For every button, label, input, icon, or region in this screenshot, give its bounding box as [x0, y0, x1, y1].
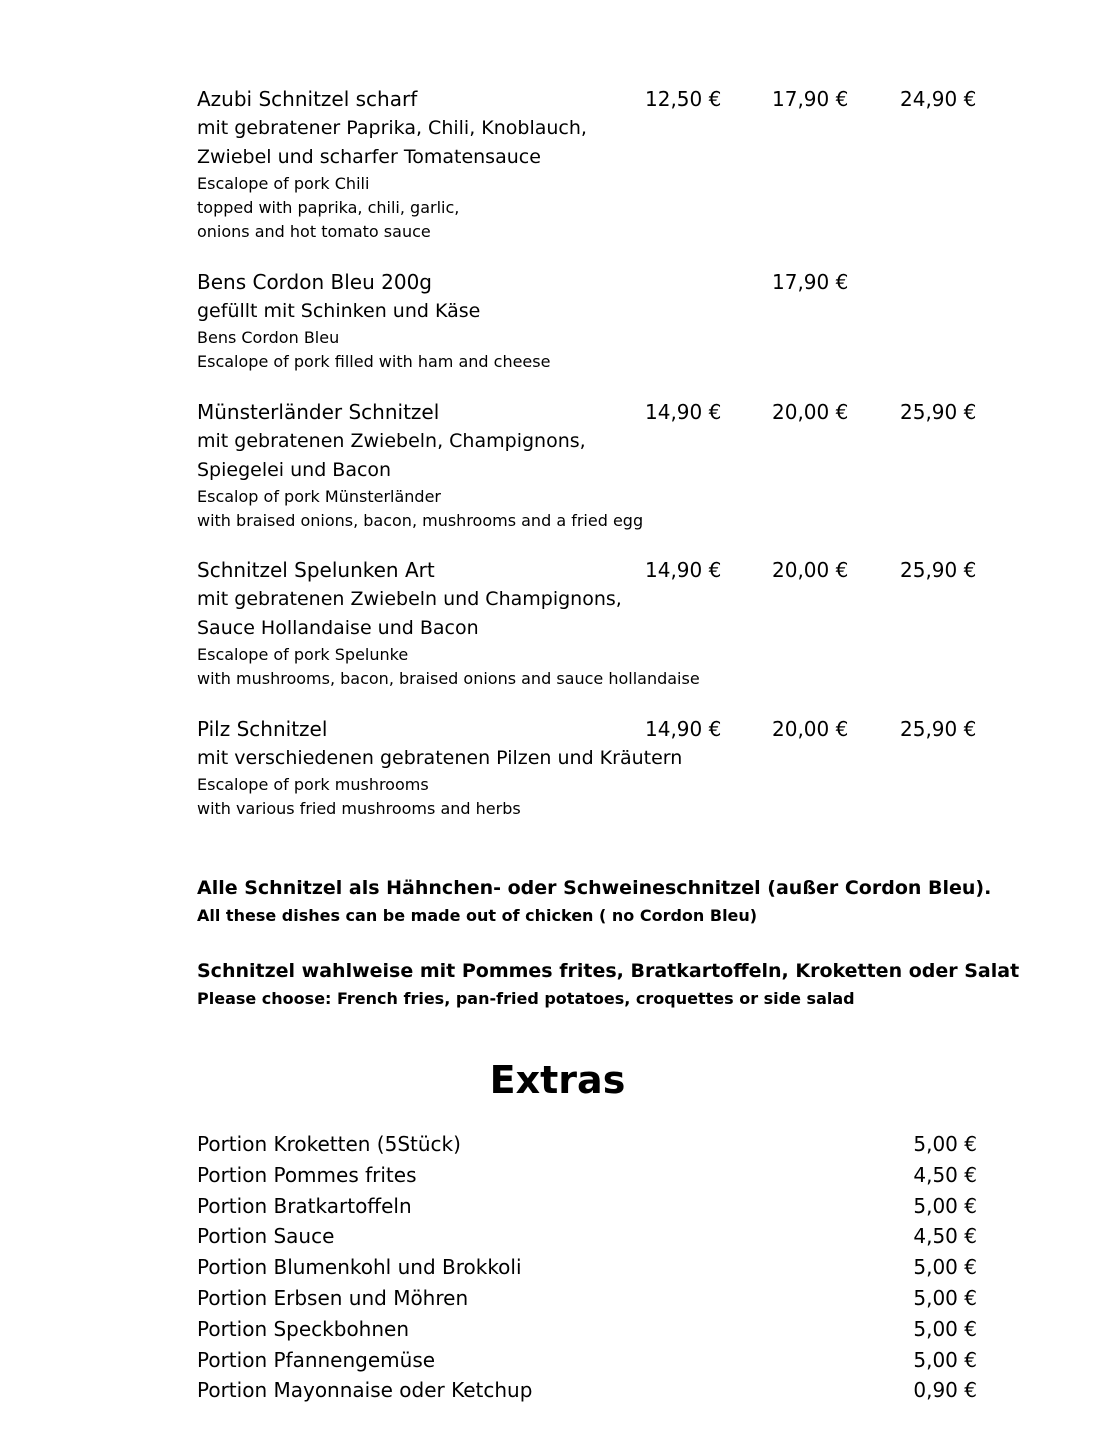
- price-large: 24,90 €: [900, 87, 977, 111]
- menu-item: [197, 715, 997, 821]
- description-english: Escalope of pork Chili: [197, 174, 370, 193]
- price-large: 25,90 €: [900, 717, 977, 741]
- extra-name: Portion Sauce: [197, 1224, 335, 1249]
- extra-item: [197, 1375, 977, 1406]
- extra-item: [197, 1283, 977, 1314]
- extras-heading: Extras: [489, 1058, 626, 1102]
- description-german: mit gebratener Paprika, Chili, Knoblauch,: [197, 117, 587, 139]
- dish-name: Schnitzel Spelunken Art: [197, 558, 435, 582]
- price-medium: 20,00 €: [772, 558, 849, 582]
- extra-price: 5,00 €: [913, 1285, 977, 1310]
- extra-price: 4,50 €: [913, 1162, 977, 1187]
- extras-list: [197, 1129, 977, 1406]
- extra-name: Portion Erbsen und Möhren: [197, 1285, 469, 1310]
- extra-price: 5,00 €: [913, 1193, 977, 1218]
- menu-item: [197, 85, 997, 244]
- description-english: Escalope of pork Spelunke: [197, 645, 409, 664]
- description-english: topped with paprika, chili, garlic,: [197, 198, 460, 217]
- note-german: Alle Schnitzel als Hähnchen- oder Schweineschnitzel (außer Cordon Bleu).: [197, 877, 992, 899]
- extra-price: 5,00 €: [913, 1316, 977, 1341]
- extra-item: [197, 1191, 977, 1222]
- menu-item: [197, 556, 997, 691]
- description-german: Zwiebel und scharfer Tomatensauce: [197, 146, 541, 168]
- extra-item: [197, 1314, 977, 1345]
- description-english: with mushrooms, bacon, braised onions and sauce hollandaise: [197, 669, 700, 688]
- description-german: gefüllt mit Schinken und Käse: [197, 300, 481, 322]
- dish-name: Bens Cordon Bleu 200g: [197, 270, 432, 294]
- price-large: 25,90 €: [900, 400, 977, 424]
- extra-price: 0,90 €: [913, 1378, 977, 1403]
- dish-name: Pilz Schnitzel: [197, 717, 328, 741]
- extra-name: Portion Speckbohnen: [197, 1316, 410, 1341]
- extra-name: Portion Bratkartoffeln: [197, 1193, 412, 1218]
- note-chicken-option: [197, 874, 991, 929]
- price-small: 14,90 €: [645, 400, 722, 424]
- menu-item: [197, 268, 997, 374]
- description-english: with braised onions, bacon, mushrooms and a fried egg: [197, 511, 644, 530]
- extra-item: [197, 1160, 977, 1191]
- description-english: Bens Cordon Bleu: [197, 328, 340, 347]
- extra-item: [197, 1345, 977, 1376]
- extra-price: 5,00 €: [913, 1347, 977, 1372]
- dish-name: Azubi Schnitzel scharf: [197, 87, 418, 111]
- description-english: onions and hot tomato sauce: [197, 222, 431, 241]
- description-english: with various fried mushrooms and herbs: [197, 799, 521, 818]
- description-german: mit gebratenen Zwiebeln und Champignons,: [197, 588, 622, 610]
- price-medium: 20,00 €: [772, 717, 849, 741]
- note-side-choice: [197, 957, 1019, 1012]
- description-german: mit verschiedenen gebratenen Pilzen und Kräutern: [197, 747, 683, 769]
- description-english: Escalope of pork filled with ham and cheese: [197, 352, 551, 371]
- dish-name: Münsterländer Schnitzel: [197, 400, 440, 424]
- note-german: Schnitzel wahlweise mit Pommes frites, Bratkartoffeln, Kroketten oder Salat: [197, 960, 1020, 982]
- price-small: 14,90 €: [645, 558, 722, 582]
- description-english: Escalope of pork mushrooms: [197, 775, 429, 794]
- description-german: mit gebratenen Zwiebeln, Champignons,: [197, 430, 586, 452]
- price-medium: 20,00 €: [772, 400, 849, 424]
- extra-price: 5,00 €: [913, 1255, 977, 1280]
- extra-name: Portion Pfannengemüse: [197, 1347, 436, 1372]
- description-german: Spiegelei und Bacon: [197, 459, 392, 481]
- extra-item: [197, 1252, 977, 1283]
- extra-price: 4,50 €: [913, 1224, 977, 1249]
- extra-name: Portion Mayonnaise oder Ketchup: [197, 1378, 533, 1403]
- extra-name: Portion Kroketten (5Stück): [197, 1132, 461, 1156]
- price-medium: 17,90 €: [772, 270, 849, 294]
- price-medium: 17,90 €: [772, 87, 849, 111]
- extra-price: 5,00 €: [913, 1132, 977, 1156]
- menu-item: [197, 398, 997, 533]
- description-english: Escalop of pork Münsterländer: [197, 487, 441, 506]
- extra-item: [197, 1129, 977, 1160]
- price-small: 12,50 €: [645, 87, 722, 111]
- extra-item: [197, 1221, 977, 1252]
- note-english: All these dishes can be made out of chicken ( no Cordon Bleu): [197, 906, 758, 925]
- extra-name: Portion Blumenkohl und Brokkoli: [197, 1255, 522, 1280]
- note-english: Please choose: French fries, pan-fried potatoes, croquettes or side salad: [197, 989, 855, 1008]
- price-small: 14,90 €: [645, 717, 722, 741]
- description-german: Sauce Hollandaise und Bacon: [197, 617, 479, 639]
- extra-name: Portion Pommes frites: [197, 1162, 417, 1187]
- price-large: 25,90 €: [900, 558, 977, 582]
